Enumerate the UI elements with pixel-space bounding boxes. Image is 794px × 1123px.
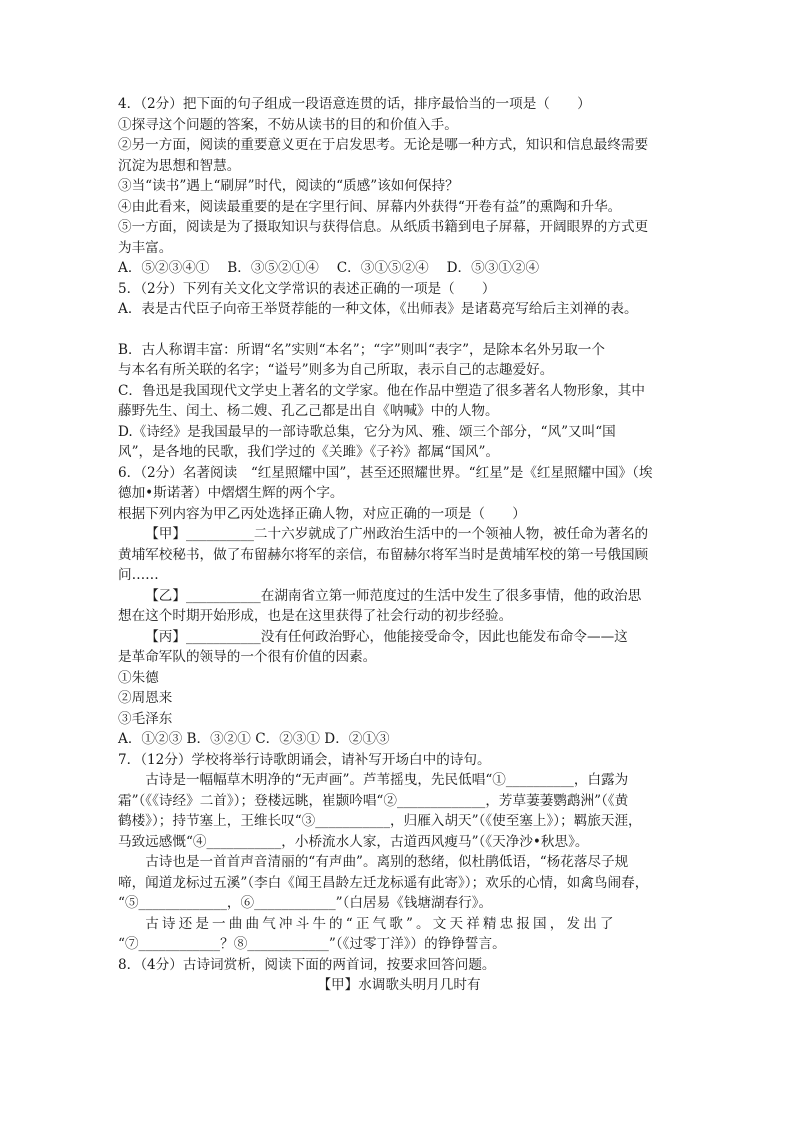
q6-jia-1: 【甲】__________二十六岁就成了广州政治生活中的一个领袖人物，被任命为著名的: [145, 526, 649, 542]
q4-sentence-4: ④由此看来，阅读最重要的是在字里行间、屏幕内外获得“开卷有益”的熏陶和升华。: [118, 198, 622, 215]
exam-page: [118, 94, 680, 996]
q5-option-b2: 与本名有所关联的名字；“谥号”则多为自己所取，表示自己的志趣爱好。: [118, 362, 554, 378]
question-8: [118, 955, 680, 996]
q7-para1-d: 马致远感慨“④___________，小桥流水人家，古道西风瘦马”（《天净沙•秋思》。: [118, 833, 589, 850]
q5-option-d2: 风”，是各地的民歌，我们学过的《关雎》《子衿》都属“国风”。: [118, 444, 500, 460]
q6-stem-1: 6．（2分）名著阅读 “红星照耀中国”，甚至还照耀世界。“红星”是《红星照耀中国》（埃: [118, 464, 653, 481]
q8-poem-title: 【甲】水调歌头明月几时有: [317, 977, 481, 993]
q6-person-1: ①朱德: [118, 669, 159, 686]
q7-para3-a: 古 诗 还 是 一 曲 曲 气 冲 斗 牛 的 “ 正 气 歌 ” 。 文 天 祥 精 忠 报 国 ， 发 出 了: [145, 915, 613, 932]
q6-stem-3: 根据下列内容为甲乙丙处选择正确人物，对应正确的一项是（ ）: [118, 505, 526, 522]
q5-option-b1: B．古人称谓丰富：所谓“名”实则“本名”；“字”则叫“表字”，是除本名外另取一个: [118, 341, 605, 358]
q7-para2-c: “⑤_____________，⑥____________”（白居易《钱塘湖春行》。: [118, 895, 493, 911]
q4-sentence-5b: 为丰富。: [118, 239, 173, 256]
q6-jia-3: 问……: [118, 567, 159, 583]
question-5: [118, 279, 680, 463]
q5-option-c2: 藤野先生、闰土、杨二嫂、孔乙己都是出自《呐喊》中的人物。: [118, 403, 499, 419]
q4-sentence-2a: ②另一方面，阅读的重要意义更在于启发思考。无论是哪一种方式，知识和信息最终需要: [118, 137, 649, 153]
q6-options: A．①②③ B．③②① C．②③① D．②①③: [118, 731, 390, 747]
q6-jia-2: 黄埔军校秘书，做了布留赫尔将军的亲信，布留赫尔将军当时是黄埔军校的第一号俄国顾: [118, 546, 649, 563]
q5-stem: 5．（2分）下列有关文化文学常识的表述正确的一项是（ ）: [118, 280, 496, 297]
q5-option-d1: D.《诗经》是我国最早的一部诗歌总集，它分为风、雅、颂三个部分，“风”又叫“国: [118, 423, 616, 440]
q4-sentence-5a: ⑤一方面，阅读是为了摄取知识与获得信息。从纸质书籍到电子屏幕，开阔眼界的方式更: [118, 219, 649, 235]
q6-yi-1: 【乙】___________在湖南省立第一师范度过的生活中发生了很多事情，他的政治思: [145, 587, 642, 604]
q6-yi-2: 想在这个时期开始形成，也是在这里获得了社会行动的初步经验。: [118, 608, 513, 624]
q7-para2-a: 古诗也是一首首声音清丽的“有声曲”。离别的愁绪，似杜鹃低语，“杨花落尽子规: [145, 854, 629, 870]
q4-sentence-2b: 沉淀为思想和智慧。: [118, 157, 241, 174]
question-4: [118, 94, 680, 279]
q7-para1-a: 古诗是一幅幅草木明净的“无声画”。芦苇摇曳，先民低唱“①__________，白露为: [145, 772, 629, 788]
q4-sentence-1: ①探寻这个问题的答案，不妨从读书的目的和价值入手。: [118, 116, 458, 133]
question-7: [118, 750, 680, 955]
q6-stem-2: 德加•斯诺著）中熠熠生辉的两个字。: [118, 485, 344, 501]
q7-para1-b: 霜”（《《诗经》二首》）；登楼远眺，崔颢吟唱“②_____________，芳草萋萋鹦鹉洲”（《黄: [118, 792, 629, 809]
q4-sentence-3: ③当“读书”遇上“刷屏”时代，阅读的“质感”该如何保持？: [118, 178, 459, 194]
q8-stem: 8．（4分）古诗词赏析，阅读下面的两首词，按要求回答问题。: [118, 956, 496, 973]
q6-bing-2: 是革命军队的领导的一个很有价值的因素。: [118, 649, 377, 665]
q7-stem: 7．（12分）学校将举行诗歌朗诵会，请补写开场白中的诗句。: [118, 751, 491, 768]
blank-gap: [118, 320, 680, 340]
question-6: [118, 463, 680, 750]
q6-person-3: ③毛泽东: [118, 710, 173, 727]
q7-para2-b: 啼，闻道龙标过五溪”（李白《闻王昌龄左迁龙标遥有此寄》）；欢乐的心情，如禽鸟闹春，: [118, 874, 649, 891]
q7-para3-b: “⑦____________？⑧____________”（《过零丁洋》）的铮铮誓言。: [118, 936, 506, 952]
q4-options: A．⑤②③④① B．③⑤②①④ C．③①⑤②④ D．⑤③①②④: [118, 260, 540, 276]
q6-person-2: ②周恩来: [118, 690, 173, 706]
q5-option-a: A．表是古代臣子向帝王举贤荐能的一种文体，《出师表》是诸葛亮写给后主刘禅的表。: [118, 301, 638, 317]
q4-stem: 4．（2分）把下面的句子组成一段语意连贯的话，排序最恰当的一项是（ ）: [118, 96, 591, 112]
q7-para1-c: 鹤楼》）；持节塞上，王维长叹“③___________，归雁入胡天”（《使至塞上》）；羁旅天涯，: [118, 813, 642, 829]
q6-bing-1: 【丙】___________没有任何政治野心，他能接受命令，因此也能发布命令——这: [145, 628, 628, 645]
q5-option-c1: C．鲁迅是我国现代文学史上著名的文学家。他在作品中塑造了很多著名人物形象，其中: [118, 382, 645, 399]
